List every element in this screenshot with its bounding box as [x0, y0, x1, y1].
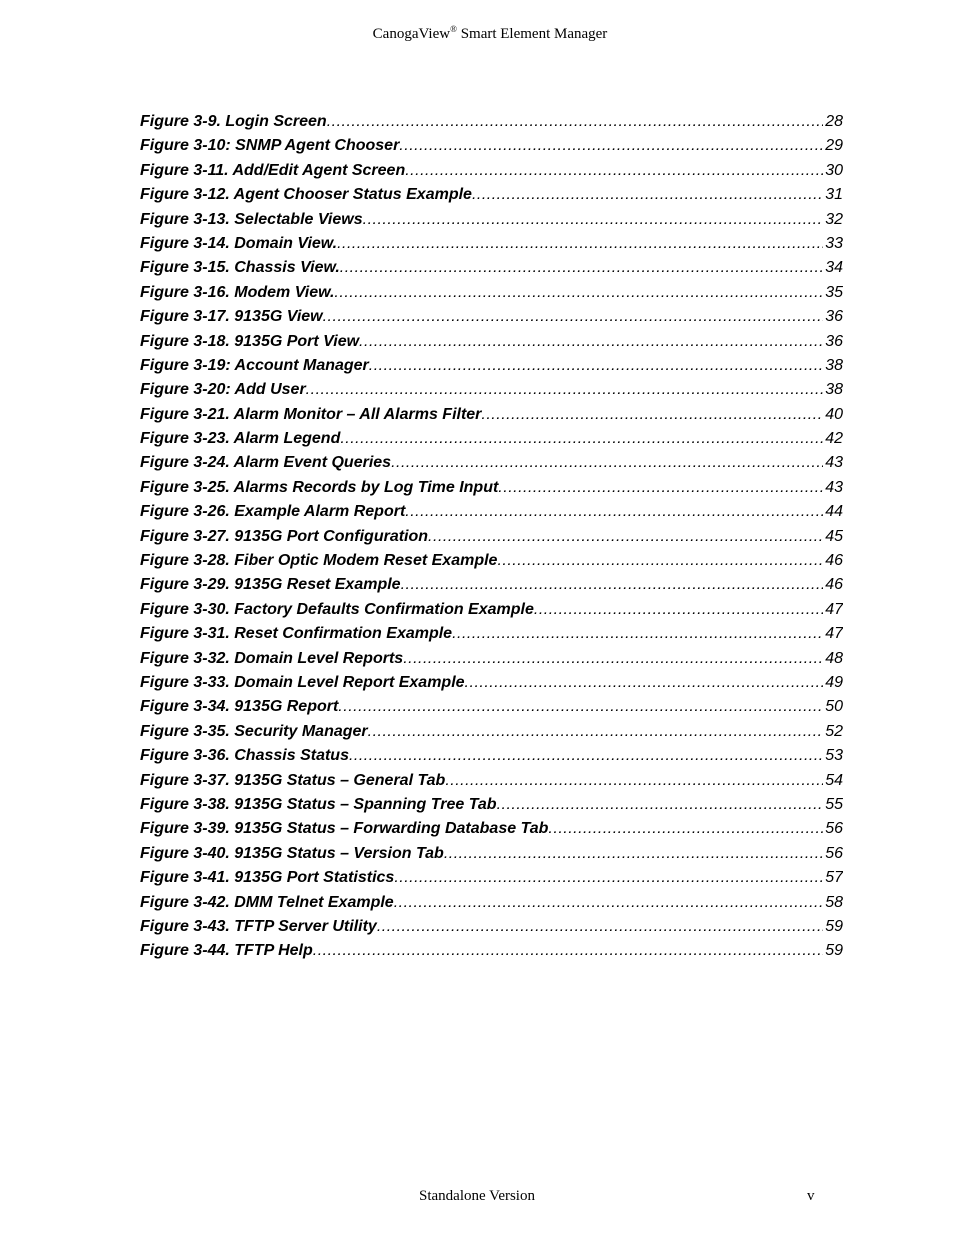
toc-entry-title: Figure 3-28. Fiber Optic Modem Reset Example — [140, 552, 498, 570]
toc-entry-title: Figure 3-33. Domain Level Report Example — [140, 673, 465, 691]
toc-entry[interactable] — [140, 378, 843, 402]
toc-entry-page-number: 35 — [825, 283, 843, 301]
toc-entry-title: Figure 3-19: Account Manager — [140, 356, 369, 374]
dot-leader — [363, 208, 824, 232]
dot-leader — [338, 695, 823, 719]
toc-entry[interactable] — [140, 110, 843, 134]
dot-leader — [428, 525, 823, 549]
toc-entry[interactable] — [140, 622, 843, 646]
toc-entry-page-number: 50 — [825, 698, 843, 716]
toc-entry-title: Figure 3-25. Alarms Records by Log Time Input — [140, 478, 499, 496]
dot-leader — [472, 183, 823, 207]
toc-entry-page-number: 48 — [825, 649, 843, 667]
toc-entry-title: Figure 3-23. Alarm Legend — [140, 430, 341, 448]
dot-leader — [306, 378, 824, 402]
dot-leader — [497, 793, 824, 817]
toc-entry[interactable] — [140, 305, 843, 329]
toc-entry-page-number: 38 — [825, 381, 843, 399]
toc-entry-title: Figure 3-10: SNMP Agent Chooser — [140, 137, 400, 155]
toc-entry-title: Figure 3-26. Example Alarm Report — [140, 503, 406, 521]
toc-entry[interactable] — [140, 891, 843, 915]
toc-entry-page-number: 58 — [825, 893, 843, 911]
toc-entry-page-number: 46 — [825, 552, 843, 570]
list-of-figures — [140, 110, 843, 964]
toc-entry-page-number: 28 — [825, 113, 843, 130]
toc-entry[interactable] — [140, 769, 843, 793]
page-header — [0, 26, 954, 43]
toc-entry-page-number: 57 — [825, 869, 843, 887]
dot-leader — [391, 451, 823, 475]
toc-entry-page-number: 33 — [825, 234, 843, 252]
toc-entry-title: Figure 3-40. 9135G Status – Version Tab — [140, 844, 444, 862]
toc-entry-title: Figure 3-29. 9135G Reset Example — [140, 576, 401, 594]
toc-entry-title: Figure 3-36. Chassis Status — [140, 747, 349, 765]
toc-entry-title: Figure 3-37. 9135G Status – General Tab — [140, 771, 446, 789]
toc-entry-title: Figure 3-43. TFTP Server Utility — [140, 917, 377, 935]
toc-entry-page-number: 46 — [825, 576, 843, 594]
dot-leader — [498, 476, 823, 500]
dot-leader — [452, 622, 823, 646]
toc-entry-title: Figure 3-34. 9135G Report — [140, 698, 339, 716]
toc-entry-title: Figure 3-20: Add User — [140, 381, 306, 399]
toc-entry-title: Figure 3-44. TFTP Help — [140, 942, 313, 960]
toc-entry-title: Figure 3-9. Login Screen — [140, 113, 327, 130]
dot-leader — [403, 647, 823, 671]
toc-entry-title: Figure 3-12. Agent Chooser Status Example — [140, 186, 472, 204]
toc-entry-title: Figure 3-39. 9135G Status – Forwarding Database Tab — [140, 820, 549, 838]
dot-leader — [548, 817, 823, 841]
toc-entry[interactable] — [140, 183, 843, 207]
dot-leader — [465, 671, 824, 695]
toc-entry[interactable] — [140, 866, 843, 890]
toc-entry[interactable] — [140, 793, 843, 817]
toc-entry-page-number: 43 — [825, 454, 843, 472]
toc-entry[interactable] — [140, 134, 843, 158]
toc-entry-page-number: 36 — [825, 332, 843, 350]
toc-entry-title: Figure 3-27. 9135G Port Configuration — [140, 527, 429, 545]
toc-entry[interactable] — [140, 159, 843, 183]
toc-entry-page-number: 30 — [825, 161, 843, 179]
toc-entry-page-number: 54 — [825, 771, 843, 789]
toc-entry[interactable] — [140, 500, 843, 524]
dot-leader — [323, 305, 824, 329]
toc-entry[interactable] — [140, 281, 843, 305]
toc-entry[interactable] — [140, 671, 843, 695]
toc-entry[interactable] — [140, 647, 843, 671]
dot-leader — [444, 842, 823, 866]
toc-entry[interactable] — [140, 476, 843, 500]
footer-version-label: Standalone Version — [419, 1188, 535, 1204]
toc-entry-title: Figure 3-30. Factory Defaults Confirmation Example — [140, 600, 534, 618]
dot-leader — [334, 281, 823, 305]
toc-entry-page-number: 47 — [825, 625, 843, 643]
toc-entry-title: Figure 3-38. 9135G Status – Spanning Tree Tab — [140, 795, 497, 813]
dot-leader — [377, 915, 823, 939]
toc-entry[interactable] — [140, 451, 843, 475]
toc-entry-page-number: 34 — [825, 259, 843, 277]
toc-entry[interactable] — [140, 427, 843, 451]
dot-leader — [481, 403, 823, 427]
dot-leader — [405, 159, 823, 183]
toc-entry-page-number: 36 — [825, 308, 843, 326]
dot-leader — [369, 354, 823, 378]
toc-entry[interactable] — [140, 403, 843, 427]
toc-entry[interactable] — [140, 354, 843, 378]
toc-entry-page-number: 45 — [825, 527, 843, 545]
toc-entry[interactable] — [140, 330, 843, 354]
dot-leader — [340, 427, 823, 451]
toc-entry-page-number: 56 — [825, 844, 843, 862]
toc-entry[interactable] — [140, 817, 843, 841]
toc-entry[interactable] — [140, 525, 843, 549]
toc-entry-title: Figure 3-21. Alarm Monitor – All Alarms Filter — [140, 405, 482, 423]
toc-entry-title: Figure 3-13. Selectable Views — [140, 210, 363, 228]
dot-leader — [405, 500, 823, 524]
toc-entry-title: Figure 3-32. Domain Level Reports — [140, 649, 404, 667]
toc-entry-page-number: 55 — [825, 795, 843, 813]
toc-entry-title: Figure 3-14. Domain View. — [140, 234, 338, 252]
toc-entry-page-number: 52 — [825, 722, 843, 740]
toc-entry-page-number: 59 — [825, 942, 843, 960]
dot-leader — [359, 330, 823, 354]
toc-entry[interactable] — [140, 720, 843, 744]
toc-entry[interactable] — [140, 208, 843, 232]
dot-leader — [534, 598, 823, 622]
toc-entry-title: Figure 3-31. Reset Confirmation Example — [140, 625, 453, 643]
dot-leader — [445, 769, 823, 793]
dot-leader — [394, 891, 824, 915]
dot-leader — [401, 573, 824, 597]
toc-entry[interactable] — [140, 915, 843, 939]
toc-entry-page-number: 32 — [825, 210, 843, 228]
dot-leader — [337, 232, 823, 256]
toc-entry-page-number: 53 — [825, 747, 843, 765]
toc-entry-title: Figure 3-17. 9135G View — [140, 308, 323, 326]
toc-entry[interactable] — [140, 573, 843, 597]
dot-leader — [349, 744, 823, 768]
dot-leader — [340, 256, 823, 280]
header-title-suffix: Smart Element Manager — [456, 26, 608, 42]
toc-entry[interactable] — [140, 598, 843, 622]
dot-leader — [327, 110, 824, 134]
header-title-prefix: CanogaView — [372, 26, 451, 42]
toc-entry-page-number: 47 — [825, 600, 843, 618]
footer-page-number: v — [807, 1188, 815, 1204]
toc-entry[interactable] — [140, 549, 843, 573]
toc-entry-page-number: 40 — [825, 405, 843, 423]
dot-leader — [399, 134, 823, 158]
toc-entry-title: Figure 3-35. Security Manager — [140, 722, 368, 740]
toc-entry-title: Figure 3-42. DMM Telnet Example — [140, 893, 394, 911]
toc-entry-title: Figure 3-15. Chassis View. — [140, 259, 340, 277]
toc-entry-page-number: 42 — [825, 430, 843, 448]
toc-entry[interactable] — [140, 744, 843, 768]
dot-leader — [497, 549, 823, 573]
dot-leader — [394, 866, 823, 890]
toc-entry[interactable] — [140, 256, 843, 280]
registered-mark: ® — [450, 24, 457, 34]
toc-entry-page-number: 56 — [825, 820, 843, 838]
toc-entry[interactable] — [140, 232, 843, 256]
toc-entry-page-number: 43 — [825, 478, 843, 496]
dot-leader — [368, 720, 824, 744]
toc-entry-page-number: 49 — [825, 673, 843, 691]
toc-entry-page-number: 38 — [825, 356, 843, 374]
toc-entry[interactable] — [140, 695, 843, 719]
toc-entry-title: Figure 3-24. Alarm Event Queries — [140, 454, 392, 472]
toc-entry-page-number: 31 — [825, 186, 843, 204]
toc-entry-page-number: 59 — [825, 917, 843, 935]
toc-entry-page-number: 29 — [825, 137, 843, 155]
toc-entry[interactable] — [140, 939, 843, 963]
toc-entry-title: Figure 3-11. Add/Edit Agent Screen — [140, 161, 406, 179]
toc-entry-page-number: 44 — [825, 503, 843, 521]
toc-entry-title: Figure 3-16. Modem View. — [140, 283, 335, 301]
toc-entry-title: Figure 3-41. 9135G Port Statistics — [140, 869, 395, 887]
toc-entry-title: Figure 3-18. 9135G Port View — [140, 332, 360, 350]
dot-leader — [313, 939, 823, 963]
toc-entry[interactable] — [140, 842, 843, 866]
